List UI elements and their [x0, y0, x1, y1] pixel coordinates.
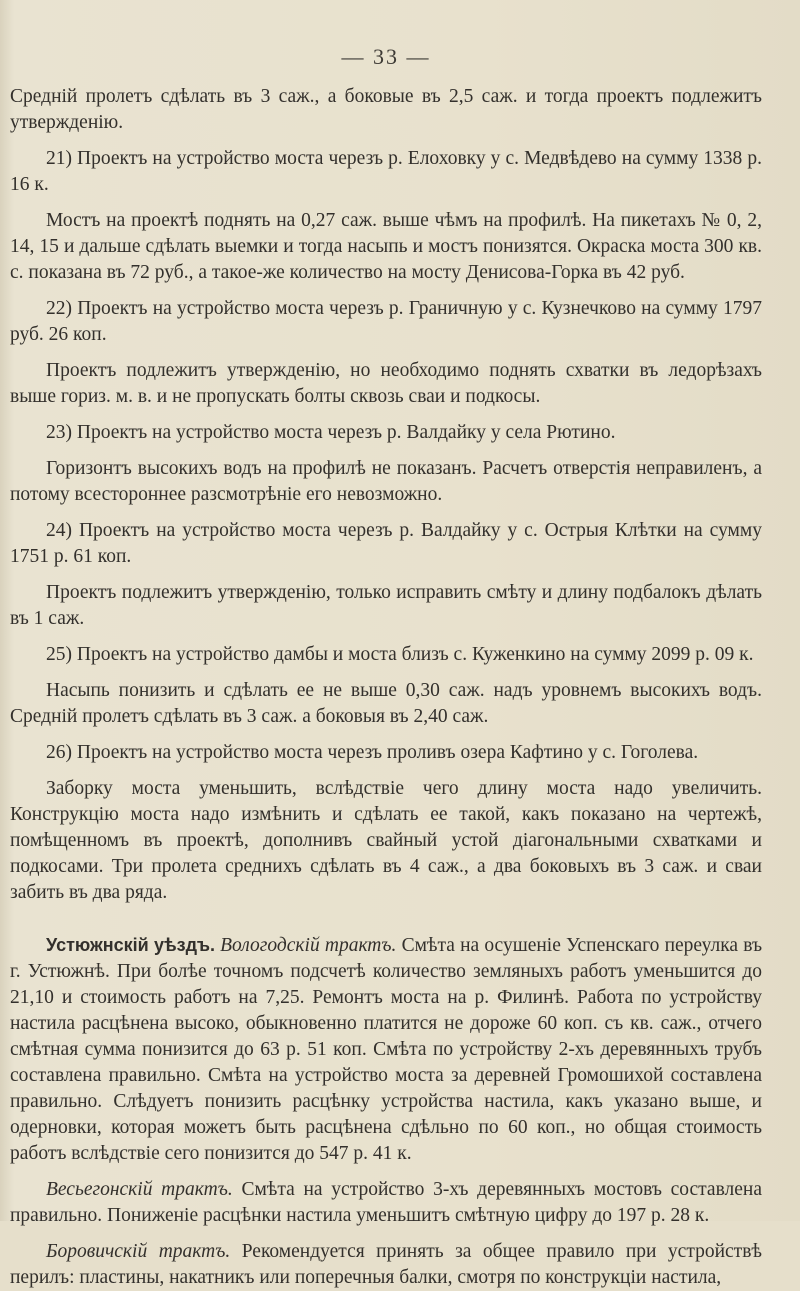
paragraph-p4: 22) Проектъ на устройство моста черезъ р. Граничную у с. Кузнечково на сумму 1797 руб. 26 коп. [10, 298, 762, 345]
paragraph-p11: Насыпь понизить и сдѣлать ее не выше 0,30 саж. надъ уровнемъ высокихъ водъ. Средній пролетъ сдѣлать въ 3 саж. а боковыя въ 2,40 саж. [10, 680, 762, 727]
paragraph-p1: Средній пролетъ сдѣлать въ 3 саж., а боковые въ 2,5 саж. и тогда проектъ подлежитъ утвержденію. [10, 86, 762, 133]
paragraph-p9: Проектъ подлежитъ утвержденію, только исправить смѣту и длину подбалокъ дѣлать въ 1 саж. [10, 582, 762, 629]
page-number: — 33 — [341, 44, 431, 69]
paragraph-p5: Проектъ подлежитъ утвержденію, но необходимо поднять схватки въ ледорѣзахъ выше гориз. м. в. и не пропускать болты сквозь сваи и подкосы. [10, 360, 762, 407]
tract-vologda: Вологодскій трактъ. [220, 935, 397, 956]
paragraph-p3: Мостъ на проектѣ поднять на 0,27 саж. выше чѣмъ на профилѣ. На пикетахъ № 0, 2, 14, 15 и дальше сдѣлать выемки и тогда насыпь и мостъ понизятся. Окраска моста 300 кв. с. показана въ 72 руб., а такое-же количество на мосту Денисова-Горка въ 42 руб. [10, 210, 762, 283]
tract-borovichi: Боровичскій трактъ. [46, 1241, 231, 1262]
paragraph-p13: Заборку моста уменьшить, вслѣдствіе чего длину моста надо увеличить. Конструкцію моста надо измѣнить и сдѣлать ее такой, какъ показано на чертежѣ, помѣщенномъ въ проектѣ, дополнивъ свайный устой діагональными схватками и подкосами. Три пролета среднихъ сдѣлать въ 4 саж., а два боковыхъ въ 3 саж. и сваи забить въ два ряда. [10, 778, 762, 903]
section-text-vesyegonsk: Смѣта на устройство 3-хъ деревянныхъ мостовъ составлена правильно. Пониженіе расцѣнки настила уменьшитъ смѣтную цифру до 197 р. 28 к. [10, 1179, 763, 1226]
section-text-ustyuzhna: Смѣта на осушеніе Успенскаго переулка въ г. Устюжнѣ. При болѣе точномъ подсчетѣ количество земляныхъ работъ уменьшится до 21,10 и стоимость работъ на 7,25. Ремонтъ моста на р. Филинѣ. Работа по устройству настила расцѣнена высоко, обыкновенно платится не дороже 60 коп. съ кв. саж., отчего смѣтная сумма понизится до 63 р. 51 коп. Смѣта по устройству 2-хъ деревянныхъ трубъ составлена правильно. Смѣта на устройство моста за деревней Громошихой составлена правильно. Слѣдуетъ понизить расцѣнку устройства настила, какъ указано выше, и одерновки, которая можетъ быть расцѣнена сдѣльно по 60 коп., но общая стоимость работъ вслѣдствіе сего понизится до 547 р. 41 к. [10, 935, 763, 1164]
section-text-borovichi: Рекомендуется принять за общее правило при устройствѣ перилъ: пластины, накатникъ или поперечныя балки, смотря по конструкціи настила, [10, 1241, 762, 1288]
tract-vesyegonsk: Весьегонскій трактъ. [46, 1179, 233, 1200]
section-vesyegonsk [10, 1177, 762, 1229]
paragraph-p6: 23) Проектъ на устройство моста черезъ р. Валдайку у села Рютино. [46, 422, 616, 443]
paragraph-p7: Горизонтъ высокихъ водъ на профилѣ не показанъ. Расчетъ отверстія неправиленъ, а потому всестороннее разсмотрѣніе его невозможно. [10, 458, 762, 505]
paragraph-p12: 26) Проектъ на устройство моста черезъ проливъ озера Кафтино у с. Гоголева. [46, 742, 699, 763]
paragraph-p10: 25) Проектъ на устройство дамбы и моста близъ с. Куженкино на сумму 2099 р. 09 к. [46, 644, 754, 665]
section-borovichi [10, 1239, 762, 1291]
paragraph-p8: 24) Проектъ на устройство моста черезъ р. Валдайку у с. Острыя Клѣтки на сумму 1751 р. 61 коп. [10, 520, 762, 567]
section-heading-ustyuzhna: Устюжнскій уѣздъ. [46, 935, 215, 955]
section-ustyuzhna [10, 932, 762, 1167]
paragraph-p2: 21) Проектъ на устройство моста черезъ р. Елоховку у с. Медвѣдево на сумму 1338 р. 16 к. [10, 148, 762, 195]
